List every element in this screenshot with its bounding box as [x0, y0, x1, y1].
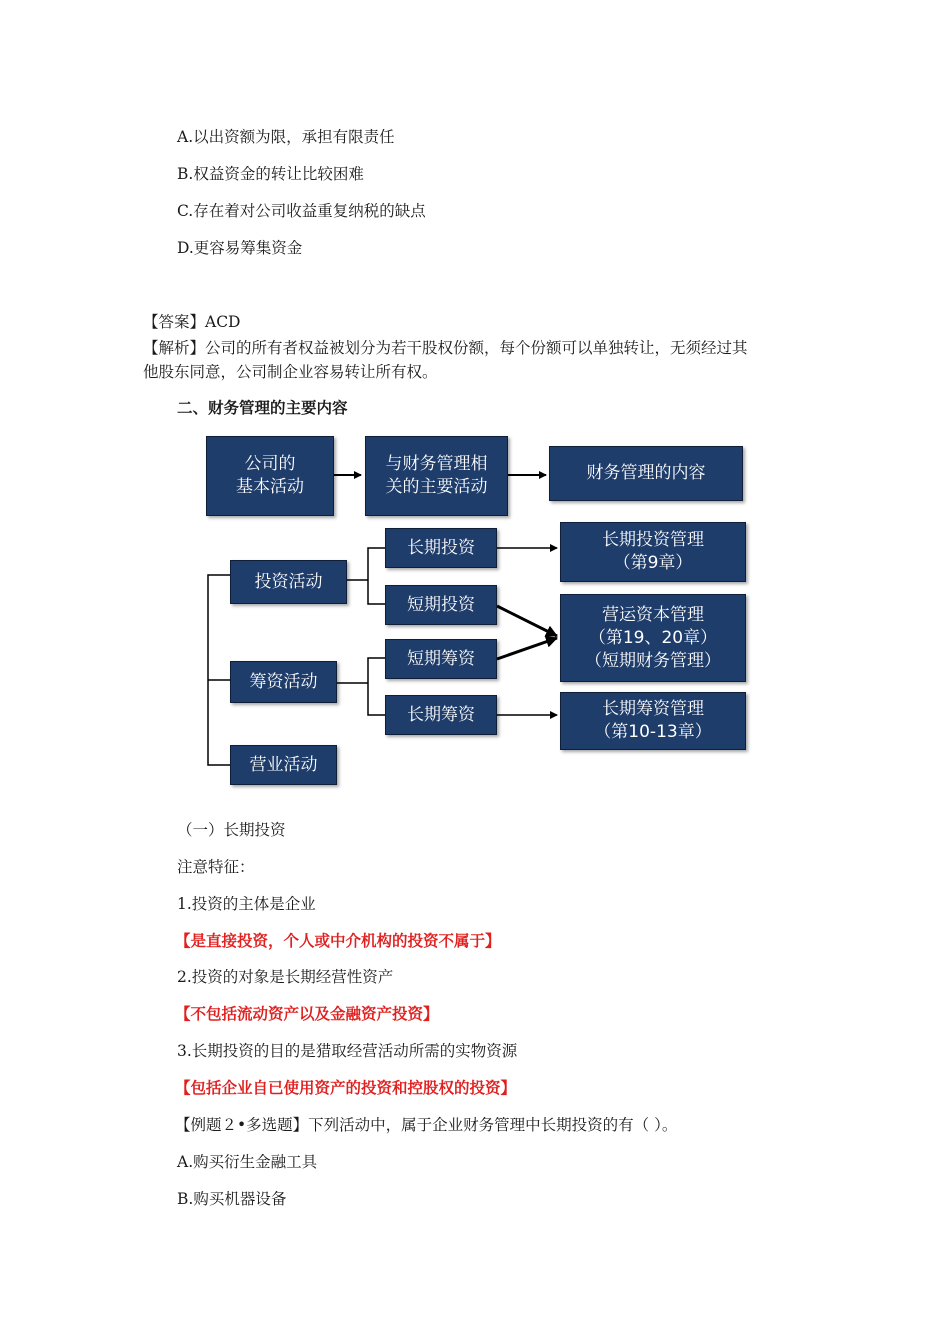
bracket-finance — [368, 658, 385, 715]
box-mgmt-long-finance: 长期筹资管理 （第10-13章） — [560, 692, 746, 750]
box-related-activities: 与财务管理相 关的主要活动 — [365, 436, 508, 516]
box-operate-activity: 营业活动 — [230, 745, 337, 785]
arrow-short-finance — [497, 638, 557, 659]
analysis-line-2: 他股东同意，公司制企业容易转让所有权。 — [143, 363, 438, 381]
bracket-invest — [368, 548, 385, 604]
box-mgmt-long-invest: 长期投资管理 （第9章） — [560, 522, 746, 582]
answer: 【答案】ACD — [143, 313, 241, 331]
bracket-activities — [208, 575, 230, 765]
arrow-short-invest — [497, 606, 557, 636]
example-option-b: B.购买机器设备 — [177, 1190, 287, 1208]
section-heading: 二、财务管理的主要内容 — [177, 399, 348, 417]
example-option-a: A.购买衍生金融工具 — [177, 1153, 318, 1171]
note-3: 【包括企业自已使用资产的投资和控股权的投资】 — [175, 1078, 517, 1097]
box-fm-content: 财务管理的内容 — [549, 446, 743, 501]
notice: 注意特征： — [177, 858, 255, 876]
box-short-invest: 短期投资 — [385, 585, 497, 625]
point-3: 3.长期投资的目的是猎取经营活动所需的实物资源 — [177, 1042, 518, 1060]
option-d: D.更容易筹集资金 — [177, 239, 303, 257]
box-invest-activity: 投资活动 — [230, 560, 347, 604]
box-long-invest: 长期投资 — [385, 528, 497, 568]
option-c: C.存在着对公司收益重复纳税的缺点 — [177, 202, 426, 220]
box-mgmt-working-capital: 营运资本管理 （第19、20章） （短期财务管理） — [560, 594, 746, 682]
option-a: A.以出资额为限，承担有限责任 — [177, 128, 395, 146]
box-short-finance: 短期筹资 — [385, 639, 497, 679]
note-2: 【不包括流动资产以及金融资产投资】 — [175, 1004, 439, 1023]
box-basic-activities: 公司的 基本活动 — [206, 436, 334, 516]
box-finance-activity: 筹资活动 — [230, 661, 337, 703]
point-1: 1.投资的主体是企业 — [177, 895, 316, 913]
option-b: B.权益资金的转让比较困难 — [177, 165, 364, 183]
note-1: 【是直接投资，个人或中介机构的投资不属于】 — [175, 931, 501, 950]
point-2: 2.投资的对象是长期经营性资产 — [177, 968, 394, 986]
box-long-finance: 长期筹资 — [385, 695, 497, 735]
sub-heading: （一）长期投资 — [177, 821, 286, 839]
example-question: 【例题２•多选题】下列活动中，属于企业财务管理中长期投资的有（ ）。 — [175, 1116, 678, 1134]
analysis-line-1: 【解析】公司的所有者权益被划分为若干股权份额，每个份额可以单独转让，无须经过其 — [143, 339, 748, 357]
